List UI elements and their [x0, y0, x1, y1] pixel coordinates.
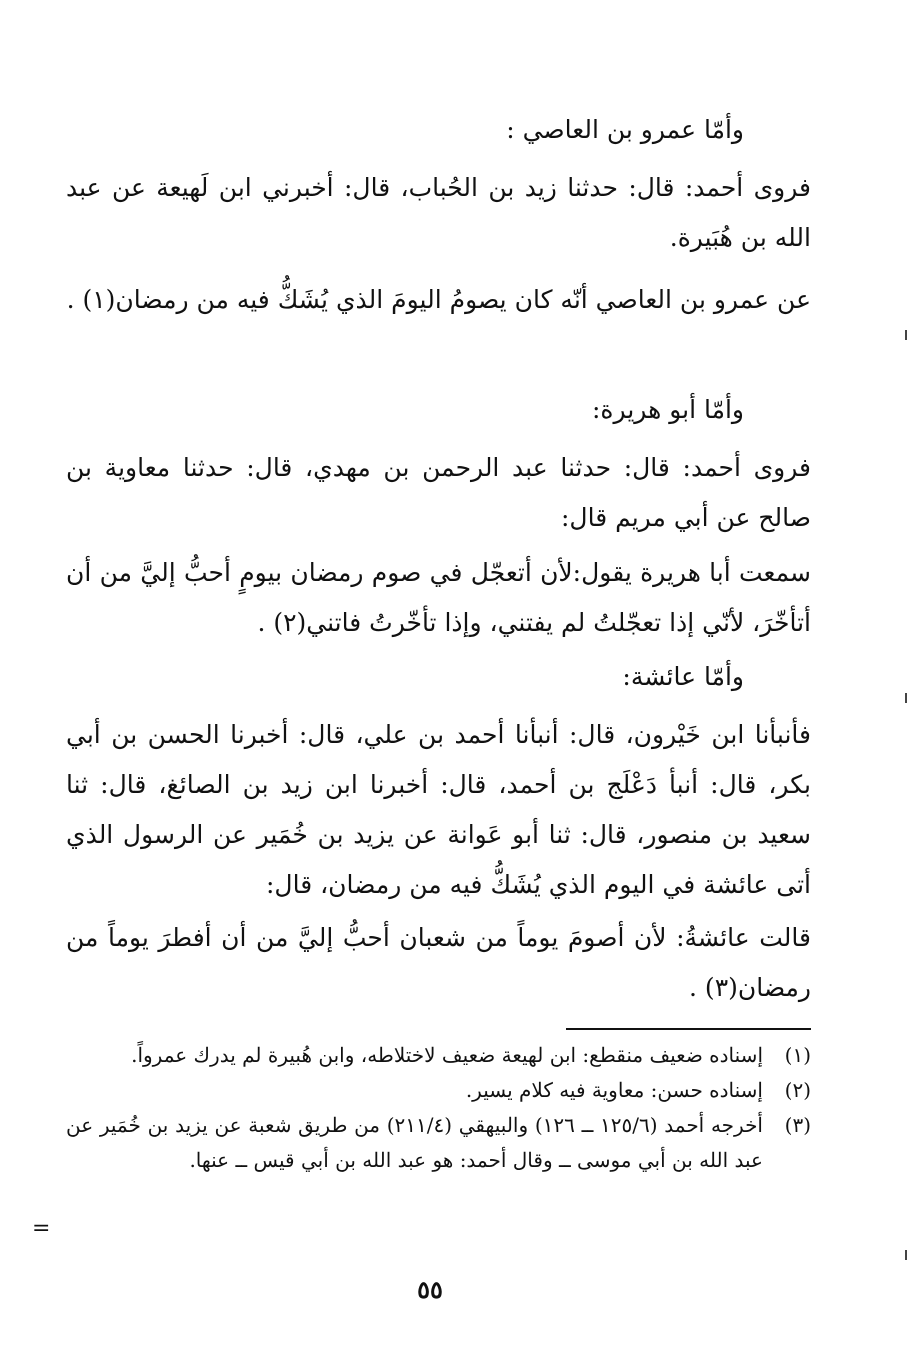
margin-continuation-mark: = [32, 1216, 51, 1241]
hadith-text-abu-hurayra: سمعت أبا هريرة يقول:لأن أتعجّل في صوم رمضان بيومٍ أحبُّ إليَّ من أن أتأخّرَ، لأنّي إذا تعجّلتُ لم يفتني، وإذا تأخّرتُ فاتني(٢) . [66, 558, 811, 637]
scan-edge-mark [905, 693, 907, 703]
footnote-3 [66, 1108, 811, 1178]
footnote-1 [66, 1038, 811, 1073]
footnote-number: (٢) [784, 1078, 811, 1102]
section-heading-abu-hurayra: وأمّا أبو هريرة: [592, 395, 744, 424]
section-heading-aisha: وأمّا عائشة: [622, 662, 744, 691]
footnote-text: إسناده حسن: معاوية فيه كلام يسير. [465, 1078, 763, 1102]
page-number: ٥٥ [417, 1275, 443, 1304]
footnote-text: إسناده ضعيف منقطع: ابن لهيعة ضعيف لاختلاطه، وابن هُبيرة لم يدرك عمرواً. [131, 1043, 763, 1067]
footnote-text: أخرجه أحمد (١٢٥/٦ ــ ١٢٦) والبيهقي (٢١١/٤) من طريق شعبة عن يزيد بن خُمَير عن عبد الله بن أبي موسى ــ وقال أحمد: هو عبد الله بن أبي قيس ــ عنها. [66, 1113, 763, 1172]
hadith-text-aisha: قالت عائشةُ: لأن أصومَ يوماً من شعبان أحبُّ إليَّ من أن أفطرَ يوماً من رمضان(٣) . [66, 923, 811, 1002]
hadith-text-amr: عن عمرو بن العاصي أنّه كان يصومُ اليومَ الذي يُشَكُّ فيه من رمضان(١) . [66, 285, 811, 314]
section-heading-amr: وأمّا عمرو بن العاصي : [506, 115, 744, 144]
footnote-number: (١) [784, 1043, 811, 1067]
isnad-chain-amr: فروى أحمد: قال: حدثنا زيد بن الحُباب، قال: أخبرني ابن لَهيعة عن عبد الله بن هُبَيرة. [66, 173, 811, 252]
footnote-separator [566, 1028, 811, 1030]
footnotes [66, 1038, 811, 1178]
scan-edge-mark [905, 1250, 907, 1260]
footnote-number: (٣) [784, 1113, 811, 1137]
footnote-2 [66, 1073, 811, 1108]
isnad-chain-aisha: فأنبأنا ابن خَيْرون، قال: أنبأنا أحمد بن علي، قال: أخبرنا الحسن بن أبي بكر، قال: أنبأ دَعْلَج بن أحمد، قال: أخبرنا ابن زيد بن الصائغ، قال: ثنا سعيد بن منصور، قال: ثنا أبو عَوانة عن يزيد بن خُمَير عن الرسول الذي أتى عائشة في اليوم الذي يُشَكُّ فيه من رمضان، قال: [66, 720, 811, 899]
scan-edge-mark [905, 330, 907, 340]
isnad-chain-abu-hurayra: فروى أحمد: قال: حدثنا عبد الرحمن بن مهدي، قال: حدثنا معاوية بن صالح عن أبي مريم قال: [66, 453, 811, 532]
